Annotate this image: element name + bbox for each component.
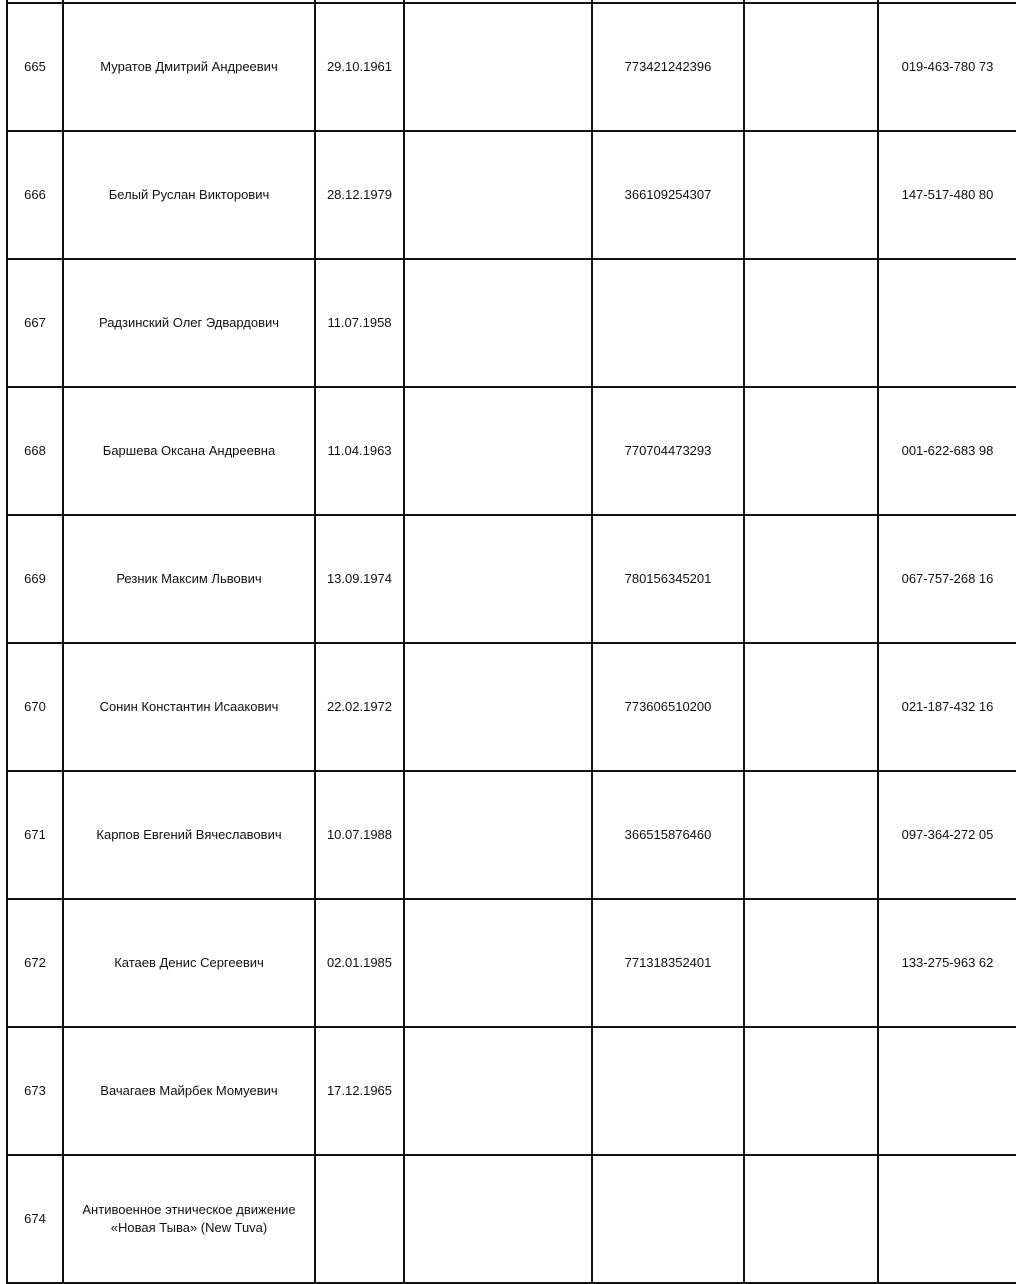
inn-number: 780156345201	[592, 515, 744, 643]
birth-date: 17.12.1965	[315, 1027, 404, 1155]
birth-date: 22.02.1972	[315, 643, 404, 771]
birth-date: 02.01.1985	[315, 899, 404, 1027]
person-name: Карпов Евгений Вячеславович	[63, 771, 315, 899]
empty-cell	[315, 1155, 404, 1283]
snils-number: 001-622-683 98	[878, 387, 1016, 515]
birth-date: 11.04.1963	[315, 387, 404, 515]
person-name: Катаев Денис Сергеевич	[63, 899, 315, 1027]
table-row	[7, 387, 1016, 515]
snils-number: 147-517-480 80	[878, 131, 1016, 259]
table-row	[7, 259, 1016, 387]
inn-number	[592, 1027, 744, 1155]
empty-cell	[404, 387, 592, 515]
empty-cell	[404, 1027, 592, 1155]
empty-cell	[404, 771, 592, 899]
empty-cell	[744, 515, 878, 643]
table-row	[7, 899, 1016, 1027]
row-number: 667	[7, 259, 63, 387]
empty-cell	[744, 3, 878, 131]
row-number: 674	[7, 1155, 63, 1283]
table-row	[7, 1027, 1016, 1155]
row-number: 666	[7, 131, 63, 259]
snils-number: 133-275-963 62	[878, 899, 1016, 1027]
snils-number: 019-463-780 73	[878, 3, 1016, 131]
row-number: 668	[7, 387, 63, 515]
snils-number: 021-187-432 16	[878, 643, 1016, 771]
birth-date: 10.07.1988	[315, 771, 404, 899]
row-number: 670	[7, 643, 63, 771]
person-name: Белый Руслан Викторович	[63, 131, 315, 259]
person-name: Резник Максим Львович	[63, 515, 315, 643]
empty-cell	[744, 1155, 878, 1283]
empty-cell	[404, 515, 592, 643]
organization-name-line-1: Антивоенное этническое движение	[82, 1202, 296, 1217]
row-number: 672	[7, 899, 63, 1027]
row-number: 673	[7, 1027, 63, 1155]
snils-number	[878, 1027, 1016, 1155]
table-row-organization	[7, 1155, 1016, 1283]
snils-number: 097-364-272 05	[878, 771, 1016, 899]
person-name: Муратов Дмитрий Андреевич	[63, 3, 315, 131]
inn-number: 771318352401	[592, 899, 744, 1027]
empty-cell	[404, 643, 592, 771]
organization-name-line-2: «Новая Тыва» (New Tuva)	[110, 1220, 268, 1235]
inn-number: 773606510200	[592, 643, 744, 771]
empty-cell	[744, 131, 878, 259]
person-name: Сонин Константин Исаакович	[63, 643, 315, 771]
empty-cell	[878, 1155, 1016, 1283]
empty-cell	[592, 1155, 744, 1283]
inn-number: 773421242396	[592, 3, 744, 131]
empty-cell	[404, 899, 592, 1027]
organization-name	[63, 1155, 315, 1283]
inn-number: 770704473293	[592, 387, 744, 515]
inn-number: 366515876460	[592, 771, 744, 899]
snils-number: 067-757-268 16	[878, 515, 1016, 643]
empty-cell	[404, 131, 592, 259]
table-row	[7, 515, 1016, 643]
birth-date: 28.12.1979	[315, 131, 404, 259]
empty-cell	[744, 771, 878, 899]
empty-cell	[404, 259, 592, 387]
row-number: 669	[7, 515, 63, 643]
inn-number: 366109254307	[592, 131, 744, 259]
registry-table-container	[6, 0, 1016, 1279]
birth-date: 11.07.1958	[315, 259, 404, 387]
empty-cell	[404, 1155, 592, 1283]
row-number: 665	[7, 3, 63, 131]
person-name: Радзинский Олег Эдвардович	[63, 259, 315, 387]
birth-date: 13.09.1974	[315, 515, 404, 643]
empty-cell	[744, 1027, 878, 1155]
inn-number	[592, 259, 744, 387]
row-number: 671	[7, 771, 63, 899]
empty-cell	[744, 387, 878, 515]
registry-table	[6, 0, 1016, 1284]
empty-cell	[744, 259, 878, 387]
table-row	[7, 131, 1016, 259]
empty-cell	[404, 3, 592, 131]
table-row	[7, 771, 1016, 899]
snils-number	[878, 259, 1016, 387]
person-name: Баршева Оксана Андреевна	[63, 387, 315, 515]
empty-cell	[744, 899, 878, 1027]
person-name: Вачагаев Майрбек Момуевич	[63, 1027, 315, 1155]
table-row	[7, 3, 1016, 131]
birth-date: 29.10.1961	[315, 3, 404, 131]
table-row	[7, 643, 1016, 771]
empty-cell	[744, 643, 878, 771]
